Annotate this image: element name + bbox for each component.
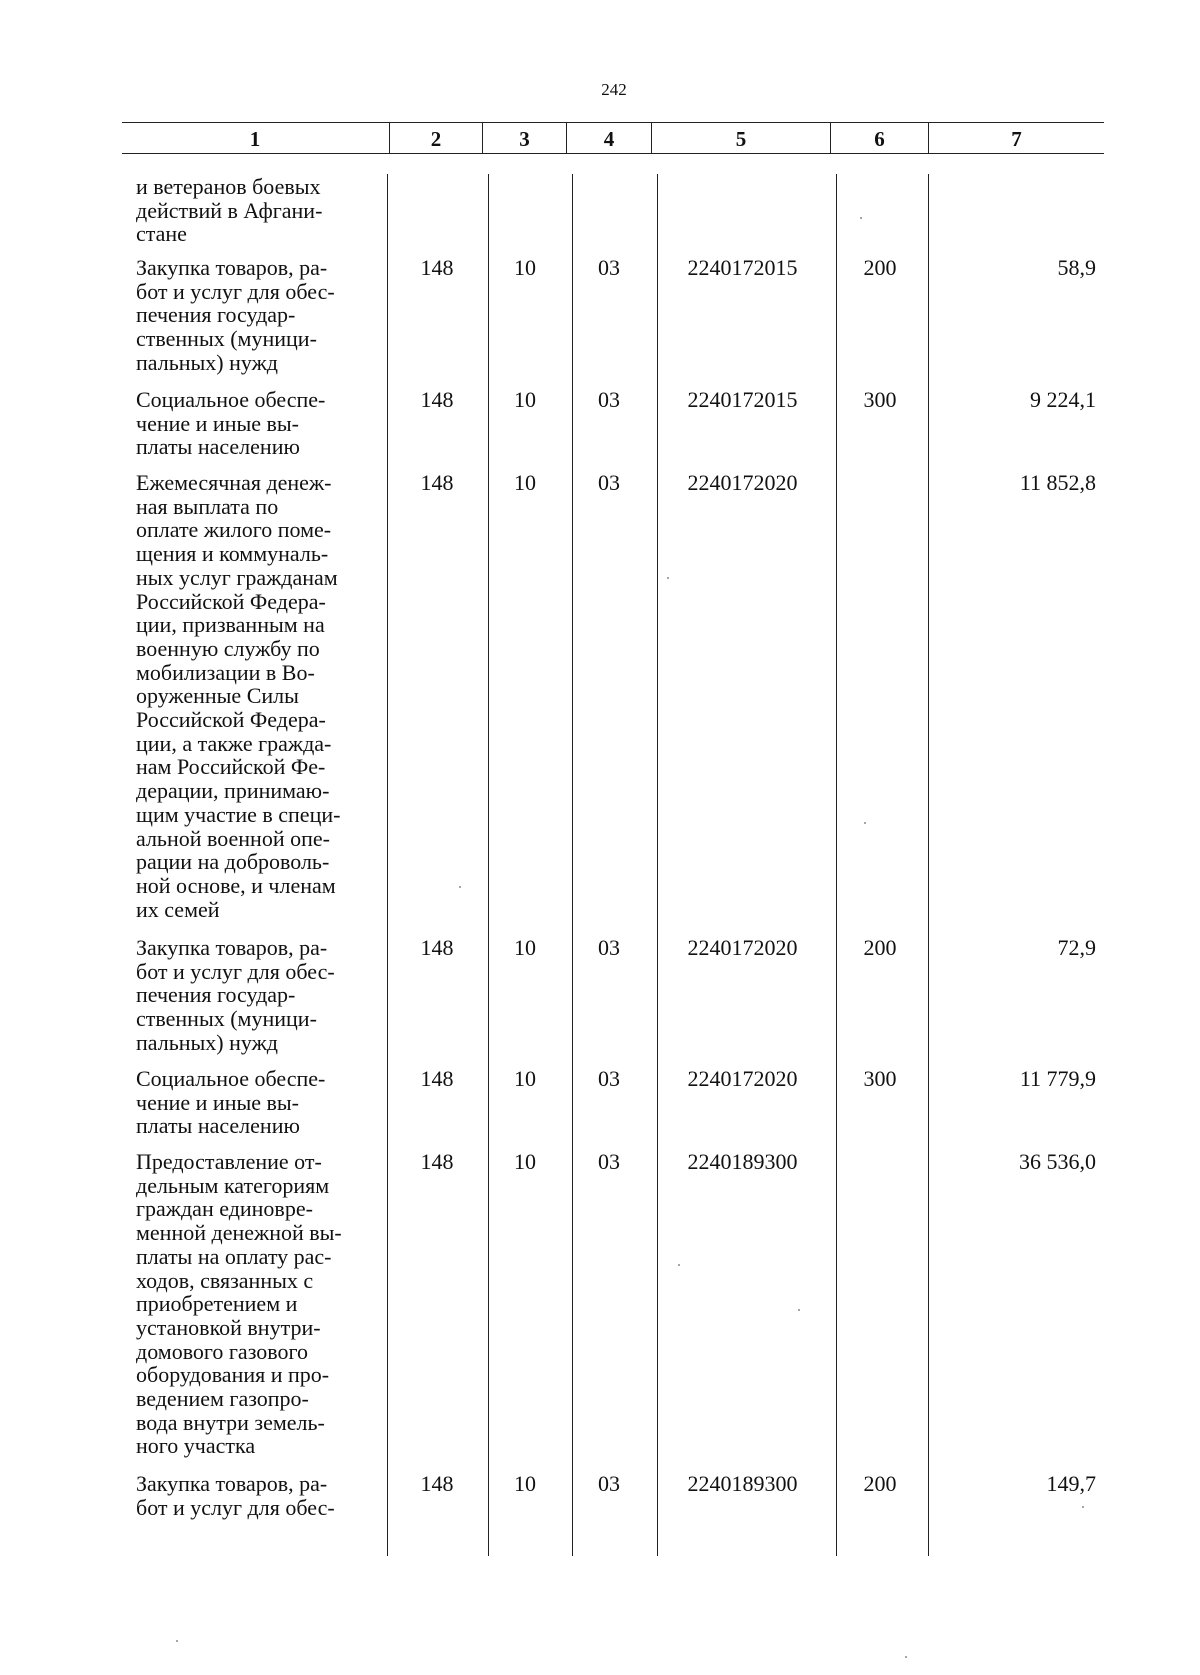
row-description: Ежемесячная денеж- ная выплата по оплате жилого поме- щения и коммуналь- ных услуг гражданам Российской Федера- ции, призванным на военную службу по мобилизации в Во- оруженные Силы Российской Федера- ции, а также гражда- нам Российской Фе- дерации, принимаю- щим участие в специ- альной военной опе- рации на доброволь- ной основе, и членам их семей	[136, 470, 341, 922]
cell-col-6: 300	[863, 1066, 897, 1091]
header-col-5: 5	[735, 127, 747, 151]
header-col-6: 6	[874, 127, 885, 151]
row-description: и ветеранов боевых действий в Афгани- стане	[136, 174, 323, 247]
header-col-4: 4	[603, 127, 615, 151]
column-divider	[928, 174, 929, 1556]
header-col-1: 1	[249, 127, 261, 151]
scan-speck	[798, 1309, 800, 1311]
scan-speck	[860, 217, 862, 219]
cell-col-5: 2240172015	[687, 255, 798, 280]
row-description: Закупка товаров, ра- бот и услуг для обес- печения государ- ственных (муници- пальных) нужд	[136, 255, 335, 375]
cell-col-7: 72,9	[1057, 935, 1096, 960]
cell-col-5: 2240189300	[687, 1471, 798, 1496]
cell-col-3: 10	[514, 470, 536, 495]
row-description: Социальное обеспе- чение и иные вы- платы населению	[136, 1066, 326, 1139]
cell-col-2: 148	[420, 470, 454, 495]
column-divider	[488, 174, 489, 1556]
scan-speck	[1082, 1506, 1084, 1508]
column-divider	[836, 174, 837, 1556]
cell-col-7: 9 224,1	[1030, 387, 1096, 412]
cell-col-3: 10	[514, 387, 536, 412]
cell-col-4: 03	[598, 255, 620, 280]
cell-col-3: 10	[514, 935, 536, 960]
cell-col-7: 36 536,0	[1019, 1149, 1096, 1174]
cell-col-5: 2240172020	[687, 470, 798, 495]
scan-speck	[678, 1264, 680, 1266]
cell-col-7: 58,9	[1057, 255, 1096, 280]
column-divider	[657, 174, 658, 1556]
cell-col-2: 148	[420, 1149, 454, 1174]
cell-col-3: 10	[514, 1471, 536, 1496]
cell-col-5: 2240172020	[687, 935, 798, 960]
scan-speck	[905, 1656, 907, 1658]
cell-col-7: 11 779,9	[1019, 1066, 1096, 1091]
cell-col-4: 03	[598, 935, 620, 960]
cell-col-7: 149,7	[1046, 1471, 1096, 1496]
row-description: Социальное обеспе- чение и иные вы- платы населению	[136, 387, 326, 460]
scan-speck	[667, 577, 669, 579]
column-divider	[387, 174, 388, 1556]
cell-col-6: 200	[863, 1471, 897, 1496]
page-number: 242	[601, 80, 627, 99]
scan-speck	[176, 1640, 178, 1642]
row-description: Закупка товаров, ра- бот и услуг для обес-	[136, 1471, 335, 1520]
cell-col-5: 2240189300	[687, 1149, 798, 1174]
header-col-2: 2	[430, 127, 442, 151]
cell-col-4: 03	[598, 1149, 620, 1174]
column-divider	[572, 174, 573, 1556]
cell-col-2: 148	[420, 1066, 454, 1091]
row-description: Закупка товаров, ра- бот и услуг для обес- печения государ- ственных (муници- пальных) нужд	[136, 935, 335, 1055]
cell-col-3: 10	[514, 1066, 536, 1091]
cell-col-7: 11 852,8	[1019, 470, 1096, 495]
cell-col-6: 200	[863, 935, 897, 960]
cell-col-4: 03	[598, 1471, 620, 1496]
cell-col-4: 03	[598, 1066, 620, 1091]
cell-col-3: 10	[514, 1149, 536, 1174]
cell-col-2: 148	[420, 387, 454, 412]
scan-speck	[864, 822, 866, 824]
cell-col-5: 2240172020	[687, 1066, 798, 1091]
cell-col-2: 148	[420, 935, 454, 960]
scan-speck	[459, 886, 461, 888]
cell-col-2: 148	[420, 255, 454, 280]
cell-col-4: 03	[598, 470, 620, 495]
cell-col-3: 10	[514, 255, 536, 280]
cell-col-5: 2240172015	[687, 387, 798, 412]
row-description: Предоставление от- дельным категориям граждан единовре- менной денежной вы- платы на оплату рас- ходов, связанных с приобретением и установкой внутри- домового газового оборудования и про- ведением газопро- вода внутри земель- ного участка	[136, 1149, 342, 1459]
cell-col-6: 200	[863, 255, 897, 280]
cell-col-6: 300	[863, 387, 897, 412]
header-col-7: 7	[1011, 127, 1022, 151]
table-top-rule	[122, 122, 1104, 123]
cell-col-4: 03	[598, 387, 620, 412]
header-col-3: 3	[519, 127, 530, 151]
cell-col-2: 148	[420, 1471, 454, 1496]
